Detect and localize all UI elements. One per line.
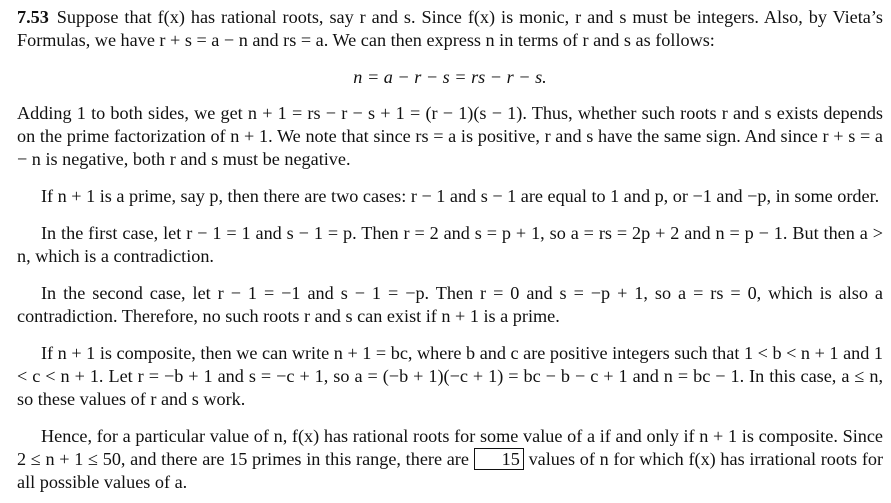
display-equation: n = a − r − s = rs − r − s. (353, 67, 547, 87)
paragraph-first-case: In the first case, let r − 1 = 1 and s − 1 = p. Then r = 2 and s = p + 1, so a = rs = 2p + 2 and n = p − 1. But then a > n, which is a contradiction. (17, 223, 883, 266)
conclusion-text-before: Hence, for a particular value of n, f(x) has rational roots for some value of a if and only if n + 1 is composite. Since 2 ≤ n + 1 ≤ 50, and there are 15 primes in this range, there are (17, 426, 883, 469)
intro-text: Suppose that f(x) has rational roots, say r and s. Since f(x) is monic, r and s must be integers. Also, by Vieta’s Formulas, we have r + s = a − n and rs = a. We can then express n in terms of r and s as follows: (17, 7, 884, 50)
conclusion-text-after: values of n for which f(x) has irrational roots for all possible values of a. (17, 449, 884, 492)
paragraph-second-case: In the second case, let r − 1 = −1 and s − 1 = −p. Then r = 0 and s = −p + 1, so a = rs = 0, which is also a contradiction. Therefore, no such roots r and s can exist if n + 1 is a prime. (17, 283, 883, 326)
problem-number: 7.53 (17, 7, 49, 27)
boxed-answer: 15 (474, 448, 524, 470)
paragraph-conclusion (17, 425, 883, 494)
paragraph-factorization: Adding 1 to both sides, we get n + 1 = rs − r − s + 1 = (r − 1)(s − 1). Thus, whether such roots r and s exists depends on the prime factorization of n + 1. We note that since rs = a is positive, r and s have the same sign. And since r + s = a − n is negative, both r and s must be negative. (17, 103, 883, 169)
solution-page (17, 6, 883, 494)
intro-paragraph (17, 6, 883, 52)
paragraph-prime-case: If n + 1 is a prime, say p, then there are two cases: r − 1 and s − 1 are equal to 1 and p, or −1 and −p, in some order. (41, 186, 880, 206)
paragraph-composite-case: If n + 1 is composite, then we can write n + 1 = bc, where b and c are positive integers such that 1 < b < n + 1 and 1 < c < n + 1. Let r = −b + 1 and s = −c + 1, so a = (−b + 1)(−c + 1) = bc − b − c + 1 and n = bc − 1. In this case, a ≤ n, so these values of r and s work. (17, 343, 883, 409)
